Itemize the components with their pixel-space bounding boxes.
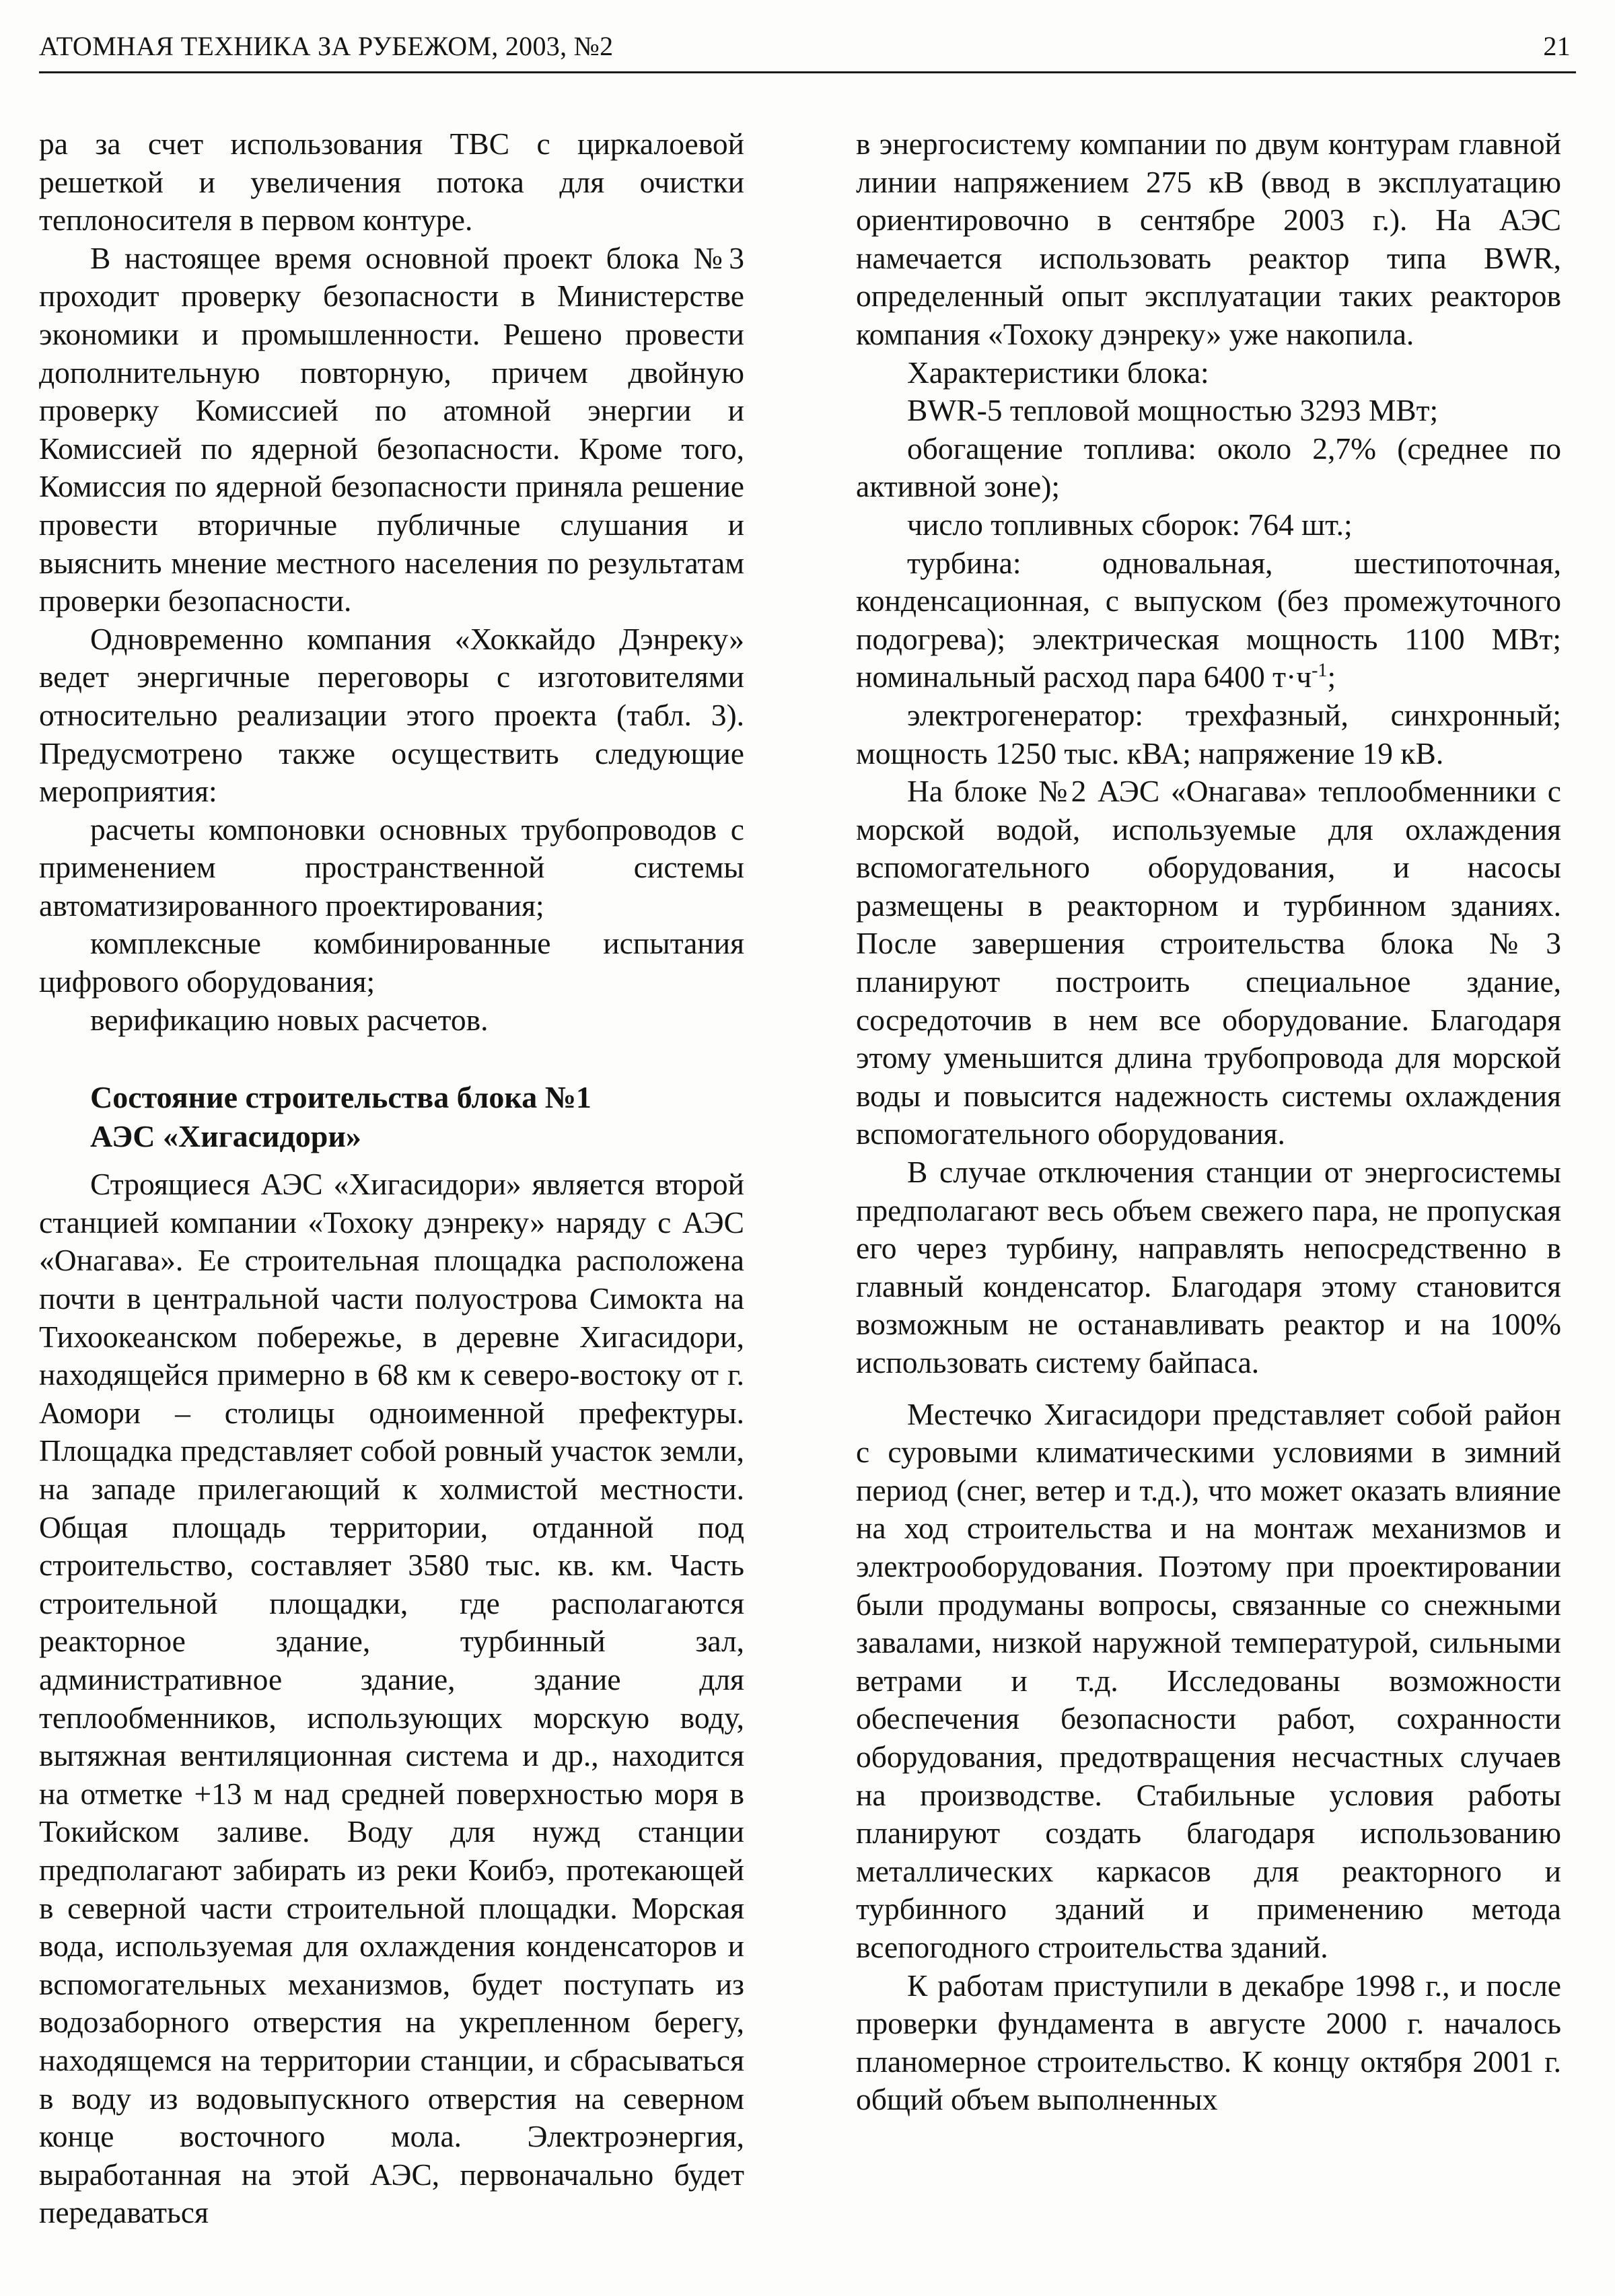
left-column [39, 125, 744, 2232]
spec-turbine-superscript: -1 [1312, 660, 1328, 682]
spec-fuel-assemblies: число топливных сборок: 764 шт.; [907, 507, 1353, 542]
list-item-verification: верификацию новых расчетов. [90, 1002, 489, 1037]
spec-turbine-text: турбина: одновальная, шестипоточная, конденсационная, с выпуском (без промежуточного подогрева); электрическая мощность 1100 МВт; номинальный расход пара 6400 т·ч [856, 545, 1561, 694]
paragraph-negotiations: Одновременно компания «Хоккайдо Дэнреку» ведет энергичные переговоры с изготовителями относительно реализации этого проекта (табл. 3). Предусмотрено также осуществить следующие мероприятия: [39, 621, 744, 809]
right-column [856, 125, 1561, 2119]
paragraph-climate: Местечко Хигасидори представляет собой район с суровыми климатическими условиями в зимний период (снег, ветер и т.д.), что может оказать влияние на ход строительства и на монтаж механизмов и электрооборудования. Поэтому при проектировании были продуманы вопросы, связанные со снежными завалами, низкой наружной температурой, сильными ветрами и т.д. Исследованы возможности обеспечения безопасности работ, сохранности оборудования, предотвращения несчастных случаев на производстве. Стабильные условия работы планируют создать благодаря использованию металлических каркасов для реакторного и турбинного зданий и применению метода всепогодного строительства зданий. [856, 1396, 1561, 1964]
section-heading-line-2: АЭС «Хигасидори» [90, 1119, 361, 1154]
spec-reactor: BWR-5 тепловой мощностью 3293 МВт; [907, 393, 1439, 428]
section-heading-line-1: Состояние строительства блока №1 [90, 1080, 591, 1115]
spec-turbine [856, 544, 1561, 696]
page-number: 21 [1543, 30, 1571, 61]
paragraph-grid-connection: в энергосистему компании по двум контурам главной линии напряжением 275 кВ (ввод в эксплуатацию ориентировочно в сентябре 2003 г.). На АЭС намечается использовать реактор типа BWR, определенный опыт эксплуатации таких реакторов компания «Тохоку дэнреку» уже накопила. [856, 127, 1561, 351]
paragraph-site-description: Строящиеся АЭС «Хигасидори» является второй станцией компании «Тохоку дэнреку» наряду с АЭС «Онагава». Ее строительная площадка расположена почти в центральной части полуострова Симокта на Тихоокеанском побережье, в деревне Хигасидори, находящейся примерно в 68 км к северо-востоку от г. Аомори – столицы одноименной префектуры. Площадка представляет собой ровный участок земли, на западе прилегающий к холмистой местности. Общая площадь территории, отданной под строительство, составляет 3580 тыс. кв. км. Часть строительной площадки, где располагаются реакторное здание, турбинный зал, административное здание, здание для теплообменников, использующих морскую воду, вытяжная вентиляционная система и др., находится на отметке +13 м над средней поверхностью моря в Токийском заливе. Воду для нужд станции предполагают забирать из реки Коибэ, протекающей в северной части строительной площадки. Морская вода, используемая для охлаждения конденсаторов и вспомогательных механизмов, будет поступать из водозаборного отверстия на укрепленном берегу, находящемся на территории станции, и сбрасываться в воду из водовыпускного отверстия на северном конце восточного мола. Электроэнергия, выработанная на этой АЭС, первоначально будет передаваться [39, 1167, 744, 2230]
paragraph-construction-start: К работам приступили в декабре 1998 г., и после проверки фундамента в августе 2000 г. началось планомерное строительство. К концу октября 2001 г. общий объем выполненных [856, 1968, 1561, 2117]
spec-title: Характеристики блока: [907, 355, 1209, 390]
journal-title: АТОМНАЯ ТЕХНИКА ЗА РУБЕЖОМ, 2003, №2 [39, 30, 614, 61]
list-item-digital-tests: комплексные комбинированные испытания цифрового оборудования; [39, 926, 744, 999]
spec-turbine-end: ; [1327, 659, 1336, 694]
list-item-piping-layout: расчеты компоновки основных трубопроводов с применением пространственной системы автоматизированного проектирования; [39, 812, 744, 923]
paragraph-bypass: В случае отключения станции от энергосистемы предполагают весь объем свежего пара, не пропуская его через турбину, направлять непосредственно в главный конденсатор. Благодаря этому становится возможным не останавливать реактор и на 100% использовать систему байпаса. [856, 1155, 1561, 1379]
paragraph-safety-review: В настоящее время основной проект блока №3 проходит проверку безопасности в Министерстве экономики и промышленности. Решено провести дополнительную повторную, причем двойную проверку Комиссией по атомной энергии и Комиссией по ядерной безопасности. Кроме того, Комиссия по ядерной безопасности приняла решение провести вторичные публичные слушания и выяснить мнение местного населения по результатам проверки безопасности. [39, 240, 744, 618]
section-heading [90, 1078, 744, 1156]
spec-generator: электрогенератор: трехфазный, синхронный; мощность 1250 тыс. кВА; напряжение 19 кВ. [856, 697, 1561, 770]
running-header [39, 20, 1576, 73]
paragraph-continuation: ра за счет использования ТВС с циркалоевой решеткой и увеличения потока для очистки теплоносителя в первом контуре. [39, 127, 744, 238]
spec-enrichment: обогащение топлива: около 2,7% (среднее по активной зоне); [856, 431, 1561, 504]
paragraph-heat-exchangers: На блоке №2 АЭС «Онагава» теплообменники с морской водой, используемые для охлаждения вспомогательного оборудования, и насосы размещены в реакторном и турбинном зданиях. После завершения строительства блока №3 планируют построить специальное здание, сосредоточив в нем все оборудование. Благодаря этому уменьшится длина трубопровода для морской воды и повысится надежность системы охлаждения вспомогательного оборудования. [856, 774, 1561, 1151]
